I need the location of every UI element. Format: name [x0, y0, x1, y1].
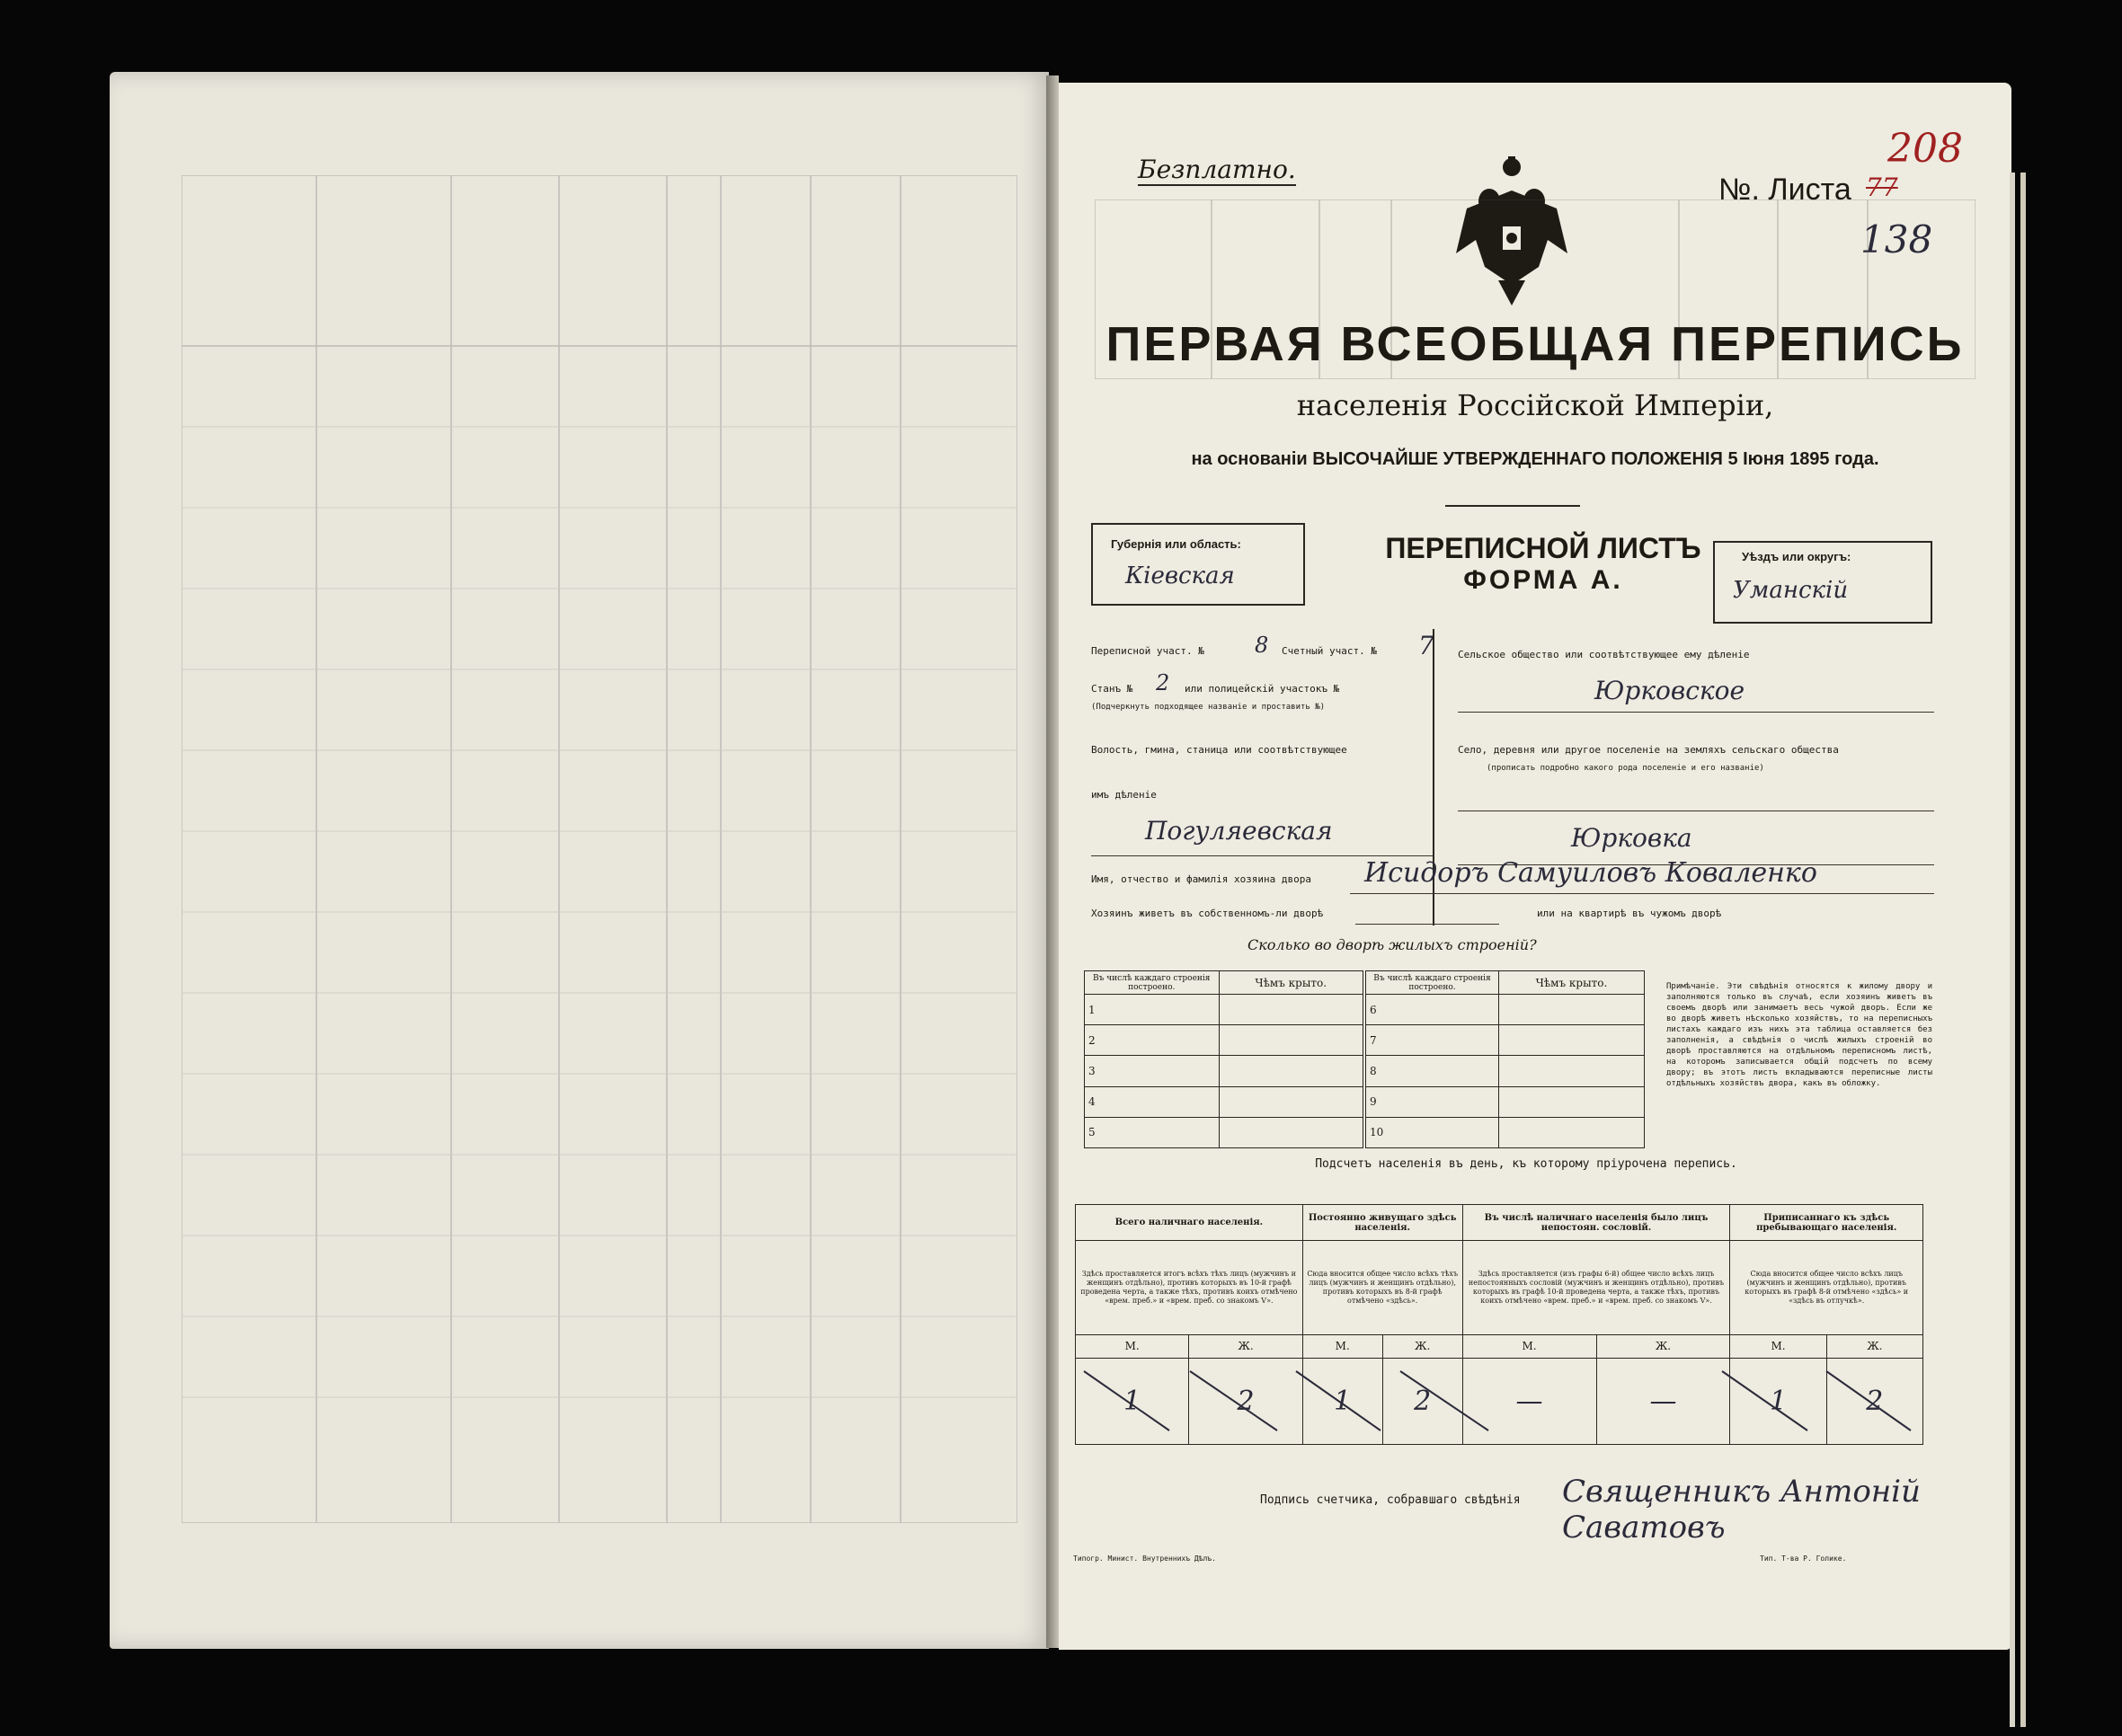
summary-col-desc: Сюда вносится общее число всѣхъ лицъ (мужчинъ и женщинъ отдѣльно), противъ которыхъ въ графѣ 8-й отмѣчено «здѣсь» и «здѣсь въ отлучкѣ». [1730, 1241, 1923, 1334]
selskoe-underline [1458, 712, 1934, 713]
summary-value: 2 [1382, 1358, 1462, 1444]
buildings-row-num: 4 [1085, 1086, 1220, 1117]
tally-strokes [1075, 1359, 1923, 1445]
summary-col-head: Въ числѣ наличнаго населенія было лицъ непостоян. сословій. [1462, 1205, 1730, 1241]
book-spine [1046, 75, 1059, 1648]
summary-m-label: М. [1462, 1334, 1596, 1358]
buildings-row-num: 1 [1085, 995, 1220, 1025]
summary-m-label: М. [1730, 1334, 1826, 1358]
gubernia-label: Губернія или область: [1111, 537, 1241, 551]
buildings-col1-head: Въ числѣ каждаго строенія построено. [1085, 971, 1220, 995]
sheet-title: ПЕРЕПИСНОЙ ЛИСТЪ [1385, 532, 1701, 564]
summary-value: — [1462, 1358, 1596, 1444]
uezd-box [1713, 541, 1932, 624]
summary-col-desc: Здѣсь проставляется (изъ графы 6-й) общее число всѣхъ лицъ непостоянныхъ сословій (мужчинъ и женщинъ отдѣльно), противъ которыхъ въ графѣ 10-й проведена черта, а также тѣхъ, противъ коихъ отмѣчено «врем. преб.» и «врем. преб. со знакомъ V». [1462, 1241, 1730, 1334]
page-edge [2020, 173, 2026, 1727]
form-name: ФОРМА А. [1463, 565, 1623, 595]
sheet-number-crossed: 77 [1866, 173, 1898, 202]
right-page-census-form [1059, 83, 2011, 1650]
summary-col-head: Приписаннаго къ здѣсь пребывающаго населенія. [1730, 1205, 1923, 1241]
summary-zh-label: Ж. [1596, 1334, 1730, 1358]
stan-note: (Подчеркнуть подходящее названіе и проставить №) [1091, 703, 1326, 712]
summary-value: 2 [1189, 1358, 1302, 1444]
perepisnoi-label: Переписной участ. № [1091, 645, 1204, 657]
summary-value: 1 [1076, 1358, 1189, 1444]
lives-underline [1355, 924, 1499, 925]
volost-label-2: имъ дѣленіе [1091, 789, 1157, 801]
ornament-divider [1445, 505, 1580, 507]
sheet-number-label: №. Листа [1718, 173, 1851, 207]
footer-right-imprint: Тип. Т-ва Р. Голике. [1760, 1554, 1847, 1563]
buildings-row-num: 5 [1085, 1117, 1220, 1147]
summary-value: 2 [1826, 1358, 1922, 1444]
summary-col-head: Всего наличнаго населенія. [1076, 1205, 1303, 1241]
uezd-label: Уѣздъ или округъ: [1742, 550, 1851, 563]
volost-value: Погуляевская [1145, 816, 1333, 846]
summary-zh-label: Ж. [1826, 1334, 1922, 1358]
buildings-table [1084, 970, 1645, 1148]
summary-title: Подсчетъ населенія въ день, къ которому пріурочена перепись. [1315, 1157, 1737, 1171]
faded-table-grid [182, 175, 1017, 1523]
summary-value: — [1596, 1358, 1730, 1444]
sheet-title-block [1305, 532, 1781, 596]
perepisnoi-value: 8 [1255, 633, 1269, 658]
census-title: ПЕРВАЯ ВСЕОБЩАЯ ПЕРЕПИСЬ [1105, 317, 1965, 371]
buildings-question: Сколько во дворѣ жилыхъ строеній? [1247, 936, 1537, 953]
owner-label: Имя, отчество и фамилія хозяина двора [1091, 873, 1312, 885]
census-subtitle: населенія Россійской Имперіи, [1296, 388, 1774, 422]
selo-value: Юрковка [1571, 823, 1692, 853]
summary-value: 1 [1302, 1358, 1382, 1444]
stan-rest: или полицейскій участокъ № [1185, 683, 1340, 695]
free-label: Безплатно. [1138, 155, 1296, 184]
left-page-blank-reverse [110, 72, 1049, 1649]
summary-zh-label: Ж. [1382, 1334, 1462, 1358]
uezd-value: Уманскій [1733, 577, 1849, 604]
schetnyi-label: Счетный участ. № [1282, 645, 1377, 657]
lives-label: Хозяинъ живетъ въ собственномъ-ли дворѣ [1091, 908, 1324, 919]
schetnyi-value: 7 [1418, 631, 1434, 660]
summary-m-label: М. [1302, 1334, 1382, 1358]
buildings-row-num: 9 [1364, 1086, 1499, 1117]
selskoe-label: Сельское общество или соотвѣтствующее ему дѣленіе [1458, 649, 1750, 660]
summary-m-label: М. [1076, 1334, 1189, 1358]
signature-label: Подпись счетчика, собравшаго свѣдѣнія [1260, 1493, 1521, 1507]
buildings-col1-head-right: Въ числѣ каждаго строенія построено. [1364, 971, 1499, 995]
buildings-row-num: 6 [1364, 995, 1499, 1025]
gubernia-value: Кіевская [1125, 562, 1235, 589]
selo-note: (прописать подробно какого рода поселеніе и его названіе) [1487, 764, 1764, 773]
buildings-row-num: 10 [1364, 1117, 1499, 1147]
summary-zh-label: Ж. [1189, 1334, 1302, 1358]
census-basis: на основаніи ВЫСОЧАЙШЕ УТВЕРЖДЕННАГО ПОЛОЖЕНІЯ 5 Іюня 1895 года. [1191, 449, 1879, 469]
handwritten-sheet-number: 138 [1860, 217, 1933, 261]
summary-col-desc: Сюда вносится общее число всѣхъ тѣхъ лицъ (мужчинъ и женщинъ отдѣльно), противъ которыхъ въ 8-й графѣ отмѣчено «здѣсь». [1302, 1241, 1462, 1334]
lives-rest: или на квартирѣ въ чужомъ дворѣ [1537, 908, 1722, 919]
red-sheet-number: 208 [1887, 126, 1963, 172]
summary-col-desc: Здѣсь проставляется итогъ всѣхъ тѣхъ лицъ (мужчинъ и женщинъ отдѣльно), противъ которыхъ въ 10-й графѣ проведена черта, а также тѣхъ, противъ коихъ отмѣчено «врем. преб.» и «врем. преб. со знакомъ V». [1076, 1241, 1303, 1334]
summary-value: 1 [1730, 1358, 1826, 1444]
buildings-note: Примѣчаніе. Эти свѣдѣнія относятся к жилому двору и заполняются только въ случаѣ, если хозяинъ живетъ въ своемъ дворѣ или занимаетъ весь чужой дворъ. Если же во дворѣ живетъ нѣсколько хозяйствъ, то на переписныхъ листахъ каждаго изъ нихъ эта таблица оставляется без заполненія, а свѣдѣнія о числѣ жилыхъ строеній во дворѣ проставляются на отдѣльномъ переписномъ листѣ, на которомъ записывается общій подсчетъ по всему двору; въ этотъ листъ вкладываются переписные листы отдѣльныхъ хозяйствъ двора, какъ въ обложку. [1666, 982, 1932, 1088]
buildings-row-num: 3 [1085, 1056, 1220, 1086]
stan-value: 2 [1156, 670, 1170, 695]
selo-underline-1 [1458, 810, 1934, 811]
selo-label: Село, деревня или другое поселеніе на земляхъ сельскаго общества [1458, 744, 1839, 756]
gubernia-box [1091, 523, 1305, 606]
buildings-col2-head-right: Чѣмъ крыто. [1499, 971, 1645, 995]
buildings-row-num: 8 [1364, 1056, 1499, 1086]
signature-value: Священникъ Антоній Саватовъ [1562, 1474, 1921, 1546]
stan-label: Станъ № [1091, 683, 1133, 695]
buildings-col2-head: Чѣмъ крыто. [1219, 971, 1364, 995]
volost-underline [1091, 855, 1433, 856]
volost-label: Волость, гмина, станица или соотвѣтствующее [1091, 744, 1347, 756]
owner-underline [1350, 893, 1934, 894]
buildings-row-num: 2 [1085, 1025, 1220, 1056]
buildings-row-num: 7 [1364, 1025, 1499, 1056]
owner-value: Исидоръ Самуиловъ Коваленко [1364, 857, 1817, 889]
summary-col-head: Постоянно живущаго здѣсь населенія. [1302, 1205, 1462, 1241]
selskoe-value: Юрковское [1594, 676, 1745, 705]
footer-left-imprint: Типогр. Минист. Внутреннихъ Дѣлъ. [1073, 1554, 1216, 1563]
